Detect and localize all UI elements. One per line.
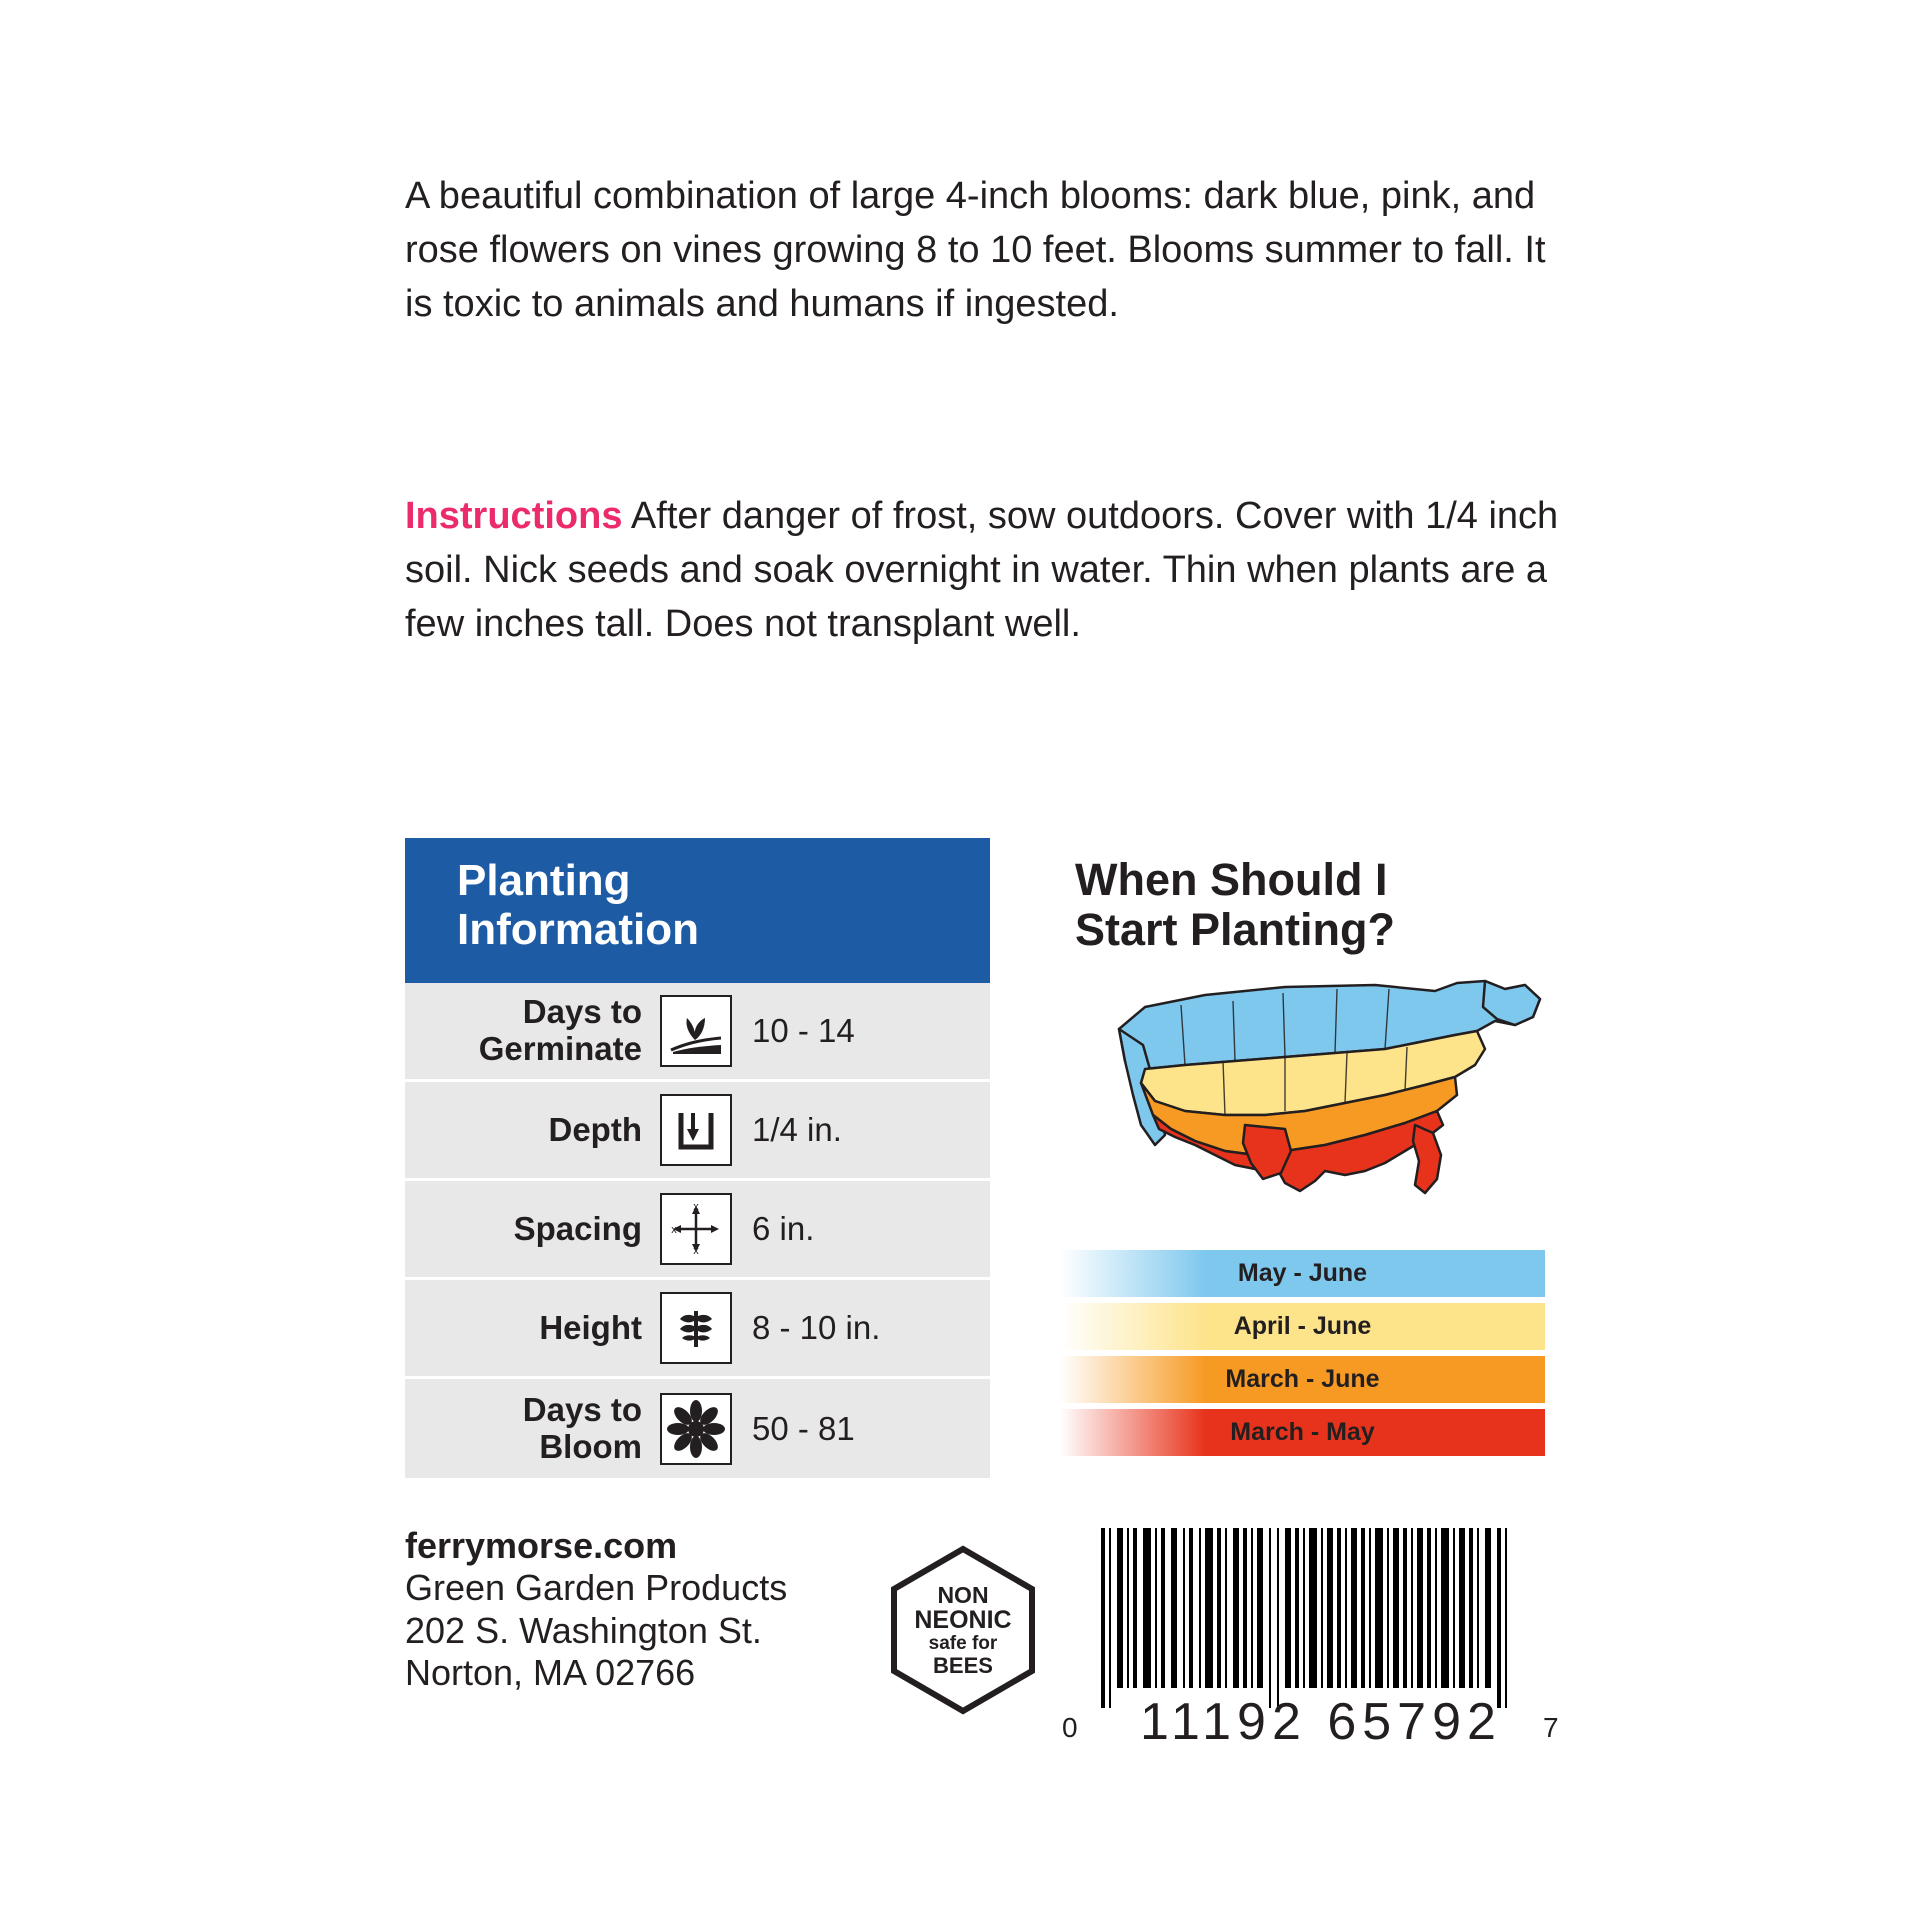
non-neonic-line3: safe for xyxy=(928,1632,998,1654)
planting-zone-legend xyxy=(1060,1250,1545,1462)
svg-text:x: x xyxy=(693,1245,699,1257)
legend-label: May - June xyxy=(1237,1259,1368,1287)
non-neonic-line1: NON xyxy=(937,1582,989,1609)
flower-bloom-icon xyxy=(660,1393,732,1465)
row-label-line1: Days to xyxy=(522,1390,642,1428)
planting-title-line1: Planting xyxy=(457,856,631,905)
company-name: Green Garden Products xyxy=(405,1567,788,1609)
legend-row xyxy=(1060,1409,1545,1456)
barcode-right-digit: 7 xyxy=(1543,1712,1559,1743)
table-row xyxy=(405,1082,990,1181)
legend-row xyxy=(1060,1303,1545,1350)
non-neonic-text xyxy=(888,1545,1038,1715)
row-label-line1: Depth xyxy=(548,1110,642,1148)
when-to-plant-title xyxy=(1075,855,1595,956)
row-value: 8 - 10 in. xyxy=(752,1309,881,1346)
instructions-text: After danger of frost, sow outdoors. Cover with 1/4 inch soil. Nick seeds and soak overnight in water. Thin when plants are a few inches tall. Does not transplant well. xyxy=(405,495,1559,645)
usa-planting-zone-map xyxy=(1085,965,1585,1225)
when-title-line1: When Should I xyxy=(1075,854,1388,905)
row-label-line1: Spacing xyxy=(513,1209,642,1247)
instructions-block xyxy=(405,490,1590,652)
row-value: 6 in. xyxy=(752,1210,815,1247)
non-neonic-badge xyxy=(888,1545,1038,1715)
address-line-1: 202 S. Washington St. xyxy=(405,1609,762,1651)
row-value: 50 - 81 xyxy=(752,1409,855,1447)
plant-height-icon xyxy=(660,1292,732,1364)
planting-information-header xyxy=(405,838,990,983)
row-label-line2: Germinate xyxy=(478,1030,642,1067)
planting-title-line2: Information xyxy=(457,905,699,955)
row-label-line1: Height xyxy=(539,1308,642,1346)
depth-arrow-icon xyxy=(660,1094,732,1166)
seedling-sprout-icon xyxy=(660,995,732,1067)
table-row xyxy=(405,1181,990,1280)
row-label xyxy=(405,994,660,1068)
planting-information-table xyxy=(405,838,990,1478)
legend-row xyxy=(1060,1250,1545,1297)
row-value: 1/4 in. xyxy=(752,1111,842,1148)
when-title-line2: Start Planting? xyxy=(1075,904,1396,956)
company-footer xyxy=(405,1525,875,1695)
legend-row xyxy=(1060,1356,1545,1403)
instructions-label: Instructions xyxy=(405,495,623,537)
barcode-main-digits: 11192 65792 xyxy=(1140,1693,1502,1751)
address-line-2: Norton, MA 02766 xyxy=(405,1652,696,1694)
row-label-line2: Bloom xyxy=(539,1427,642,1465)
non-neonic-line2: NEONIC xyxy=(914,1606,1012,1635)
row-value: 10 - 14 xyxy=(752,1012,855,1049)
legend-label: March - June xyxy=(1225,1365,1380,1393)
non-neonic-line4: BEES xyxy=(933,1652,993,1678)
table-row xyxy=(405,983,990,1082)
row-label xyxy=(405,1392,660,1466)
row-label-line1: Days to xyxy=(522,993,642,1031)
row-label xyxy=(405,1211,660,1248)
table-row xyxy=(405,1379,990,1478)
table-row xyxy=(405,1280,990,1379)
row-label xyxy=(405,1112,660,1149)
spacing-arrows-icon xyxy=(660,1193,732,1265)
barcode-left-digit: 0 xyxy=(1062,1712,1078,1743)
legend-label: April - June xyxy=(1233,1312,1372,1340)
legend-label: March - May xyxy=(1230,1418,1375,1446)
product-description: A beautiful combination of large 4-inch blooms: dark blue, pink, and rose flowers on vines growing 8 to 10 feet. Blooms summer to fall. It is toxic to animals and humans if ingested. xyxy=(405,175,1546,325)
website-url: ferrymorse.com xyxy=(405,1525,678,1566)
svg-text:x: x xyxy=(671,1224,677,1236)
row-label xyxy=(405,1310,660,1347)
svg-text:x: x xyxy=(693,1201,699,1213)
